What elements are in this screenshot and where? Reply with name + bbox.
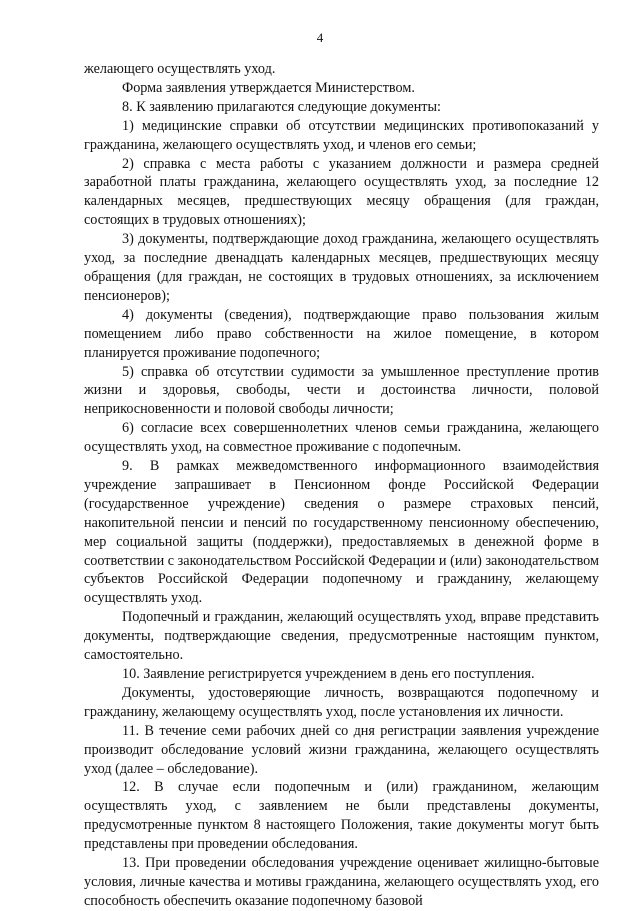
paragraph-item-8-3: 3) документы, подтверждающие доход гражданина, желающего осуществлять уход, за последние двенадцать календарных месяцев, предшествующих месяцу обращения (для граждан, не состоящих в трудовых отношениях, за исключением пенсионеров); [84,231,599,304]
paragraph-continuation: желающего осуществлять уход. [84,61,276,77]
paragraph-item-9-note: Подопечный и гражданин, желающий осуществлять уход, вправе представить документы, подтверждающие сведения, предусмотренные настоящим пунктом, самостоятельно. [84,609,599,664]
document-body [84,60,599,911]
paragraph-item-12: 12. В случае если подопечным и (или) гражданином, желающим осуществлять уход, с заявлением не были представлены документы, предусмотренные пунктом 8 настоящего Положения, такие документы могут быть представлены при проведении обследования. [84,779,599,853]
paragraph-form-approval: Форма заявления утверждается Министерством. [122,79,415,96]
paragraph-item-8: 8. К заявлению прилагаются следующие документы: [122,98,441,115]
paragraph-item-13: 13. При проведении обследования учреждение оценивает жилищно-бытовые условия, личные качества и мотивы гражданина, желающего осуществлять уход, его способность обеспечить оказание подопечному базовой [84,855,599,909]
paragraph-item-8-4: 4) документы (сведения), подтверждающие право пользования жилым помещением либо право собственности на жилое помещение, в котором планируется проживание подопечного; [84,306,599,361]
paragraph-item-8-1: 1) медицинские справки об отсутствии медицинских противопоказаний у гражданина, желающего осуществлять уход, и членов его семьи; [84,117,599,153]
paragraph-item-9: 9. В рамках межведомственного информационного взаимодействия учреждение запрашивает в Пенсионном фонде Российской Федерации (государственное учреждение) сведения о размере страховых пенсий, накопительной пенсии и пенсий по государственному пенсионному обеспечению, мер социальной защиты (поддержки), предоставляемых в денежной форме в соответствии с законодательством Российской Федерации и (или) законодательством субъектов Российской Федерации подопечному и гражданину, желающему осуществлять уход. [84,458,599,607]
paragraph-item-8-5: 5) справка об отсутствии судимости за умышленное преступление против жизни и здоровья, свободы, чести и достоинства личности, половой неприкосновенности и половой свободы личности; [84,363,599,418]
page-number: 4 [316,30,324,45]
paragraph-item-8-6: 6) согласие всех совершеннолетних членов семьи гражданина, желающего осуществлять уход, на совместное проживание с подопечным. [84,420,599,456]
paragraph-item-10: 10. Заявление регистрируется учреждением в день его поступления. [122,666,535,682]
paragraph-item-11: 11. В течение семи рабочих дней со дня регистрации заявления учреждение производит обследование условий жизни гражданина, желающего осуществлять уход (далее – обследование). [84,722,599,777]
paragraph-item-8-2: 2) справка с места работы с указанием должности и размера средней заработной платы гражданина, желающего осуществлять уход, за последние 12 календарных месяцев, предшествующих месяцу обращения (для граждан, состоящих в трудовых отношениях); [84,155,599,229]
paragraph-item-10-note: Документы, удостоверяющие личность, возвращаются подопечному и гражданину, желающему осуществлять уход, после установления их личности. [84,684,599,720]
